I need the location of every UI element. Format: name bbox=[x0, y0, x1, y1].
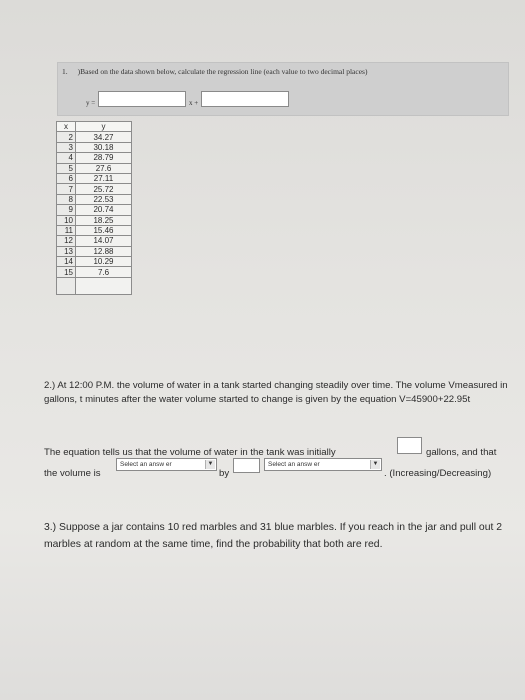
cell-y: 10.29 bbox=[76, 257, 132, 267]
cell-x: 2 bbox=[57, 132, 76, 142]
question-2-line1-suffix: gallons, and that bbox=[426, 447, 497, 458]
chevron-down-icon[interactable]: ▼ bbox=[205, 460, 215, 469]
cell-x: 9 bbox=[57, 205, 76, 215]
table-row bbox=[57, 132, 132, 142]
cell-y: 7.6 bbox=[76, 267, 132, 277]
table-row-empty bbox=[57, 277, 132, 294]
question-2-line2-suffix: . (Increasing/Decreasing) bbox=[384, 468, 492, 479]
table-row bbox=[57, 257, 132, 267]
cell-y: 25.72 bbox=[76, 184, 132, 194]
cell-y: 18.25 bbox=[76, 215, 132, 225]
question-3-prompt: 3.) Suppose a jar contains 10 red marbles and 31 blue marbles. If you reach in the jar and pull out 2 marbles at random at the same time, find the probability that both are red. bbox=[44, 522, 503, 550]
cell-y: 27.11 bbox=[76, 173, 132, 183]
chevron-down-icon[interactable]: ▼ bbox=[370, 460, 380, 469]
table-row bbox=[57, 205, 132, 215]
table-row bbox=[57, 246, 132, 256]
cell-x: 5 bbox=[57, 163, 76, 173]
cell-y: 28.79 bbox=[76, 153, 132, 163]
cell-x: 3 bbox=[57, 142, 76, 152]
question-1-text: )Based on the data shown below, calculate the regression line (each value to two decimal places) bbox=[77, 67, 368, 76]
cell-x: 10 bbox=[57, 215, 76, 225]
cell-x: 13 bbox=[57, 246, 76, 256]
cell-x: 7 bbox=[57, 184, 76, 194]
table-row bbox=[57, 215, 132, 225]
table-row bbox=[57, 225, 132, 235]
question-2-line2: the volume is bbox=[44, 468, 101, 479]
cell-x: 12 bbox=[57, 236, 76, 246]
cell-x bbox=[57, 277, 76, 294]
column-header-x: x bbox=[57, 122, 76, 132]
intercept-input[interactable] bbox=[201, 91, 289, 107]
cell-y bbox=[76, 277, 132, 294]
cell-y: 20.74 bbox=[76, 205, 132, 215]
question-2-prompt: 2.) At 12:00 P.M. the volume of water in a tank started changing steadily over time. The volume Vmeasured in gallons, t minutes after the water volume started to change is given by the equation V=45900+22.95t bbox=[44, 380, 508, 405]
units-select[interactable] bbox=[264, 458, 382, 471]
cell-y: 22.53 bbox=[76, 194, 132, 204]
cell-y: 27.6 bbox=[76, 163, 132, 173]
data-table bbox=[56, 121, 132, 295]
table-row bbox=[57, 142, 132, 152]
x-plus-label: x + bbox=[189, 99, 199, 107]
table-row bbox=[57, 173, 132, 183]
by-label: by bbox=[219, 468, 230, 479]
table-row bbox=[57, 184, 132, 194]
slope-input[interactable] bbox=[98, 91, 186, 107]
initial-volume-input[interactable] bbox=[397, 437, 422, 454]
cell-x: 8 bbox=[57, 194, 76, 204]
question-1-prompt bbox=[62, 67, 367, 76]
table-row bbox=[57, 194, 132, 204]
cell-x: 4 bbox=[57, 153, 76, 163]
cell-y: 14.07 bbox=[76, 236, 132, 246]
cell-x: 6 bbox=[57, 173, 76, 183]
cell-y: 15.46 bbox=[76, 225, 132, 235]
direction-select-value: Select an answ er bbox=[120, 461, 172, 468]
y-equals-label: y = bbox=[86, 99, 96, 107]
table-row bbox=[57, 267, 132, 277]
question-2-line1: The equation tells us that the volume of water in the tank was initially bbox=[44, 447, 336, 458]
units-select-value: Select an answ er bbox=[268, 461, 320, 468]
cell-x: 11 bbox=[57, 225, 76, 235]
cell-y: 12.88 bbox=[76, 246, 132, 256]
cell-y: 30.18 bbox=[76, 142, 132, 152]
question-1-number: 1. bbox=[62, 67, 68, 76]
direction-select[interactable] bbox=[116, 458, 217, 471]
table-row bbox=[57, 153, 132, 163]
cell-y: 34.27 bbox=[76, 132, 132, 142]
table-row bbox=[57, 163, 132, 173]
column-header-y: y bbox=[76, 122, 132, 132]
cell-x: 14 bbox=[57, 257, 76, 267]
rate-input[interactable] bbox=[233, 458, 260, 473]
table-row bbox=[57, 236, 132, 246]
cell-x: 15 bbox=[57, 267, 76, 277]
